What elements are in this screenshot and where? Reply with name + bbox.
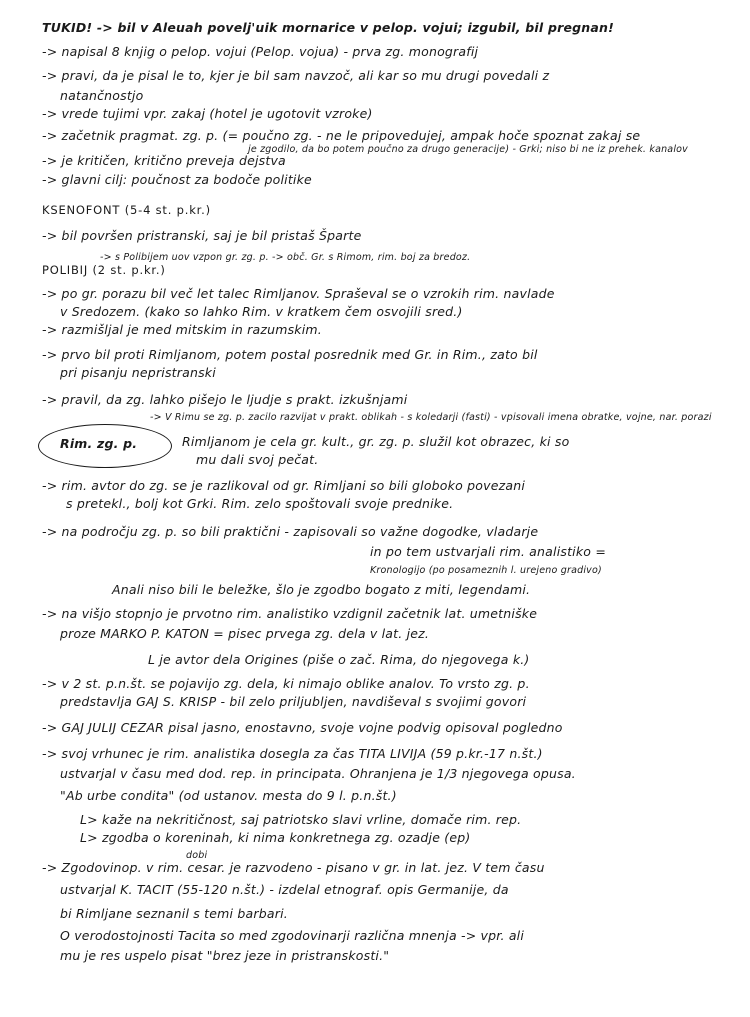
note-line: proze MARKO P. KATON = pisec prvega zg. dela v lat. jez. xyxy=(60,626,430,641)
note-line: v Sredozem. (kako so lahko Rim. v kratkem čem osvojili sred.) xyxy=(60,304,463,319)
note-line: -> razmišljal je med mitskim in razumskim. xyxy=(42,322,322,337)
note-line: bi Rimljane seznanil s temi barbari. xyxy=(60,906,288,921)
note-line: -> V Rimu se zg. p. zacilo razvijat v prakt. oblikah - s koledarji (fasti) - vpisovali imena obratke, vojne, nar. porazi xyxy=(150,412,712,423)
note-line: -> pravil, da zg. lahko pišejo le ljudje s prakt. izkušnjami xyxy=(42,392,408,407)
note-line: ustvarjal v času med dod. rep. in principata. Ohranjena je 1/3 njegovega opusa. xyxy=(60,766,576,781)
note-line: L> zgodba o koreninah, ki nima konkretnega zg. ozadje (ep) xyxy=(80,830,471,845)
note-line: -> s Polibijem uov vzpon gr. zg. p. -> obč. Gr. s Rimom, rim. boj za bredoz. xyxy=(100,252,471,263)
note-line: -> glavni cilj: poučnost za bodoče politike xyxy=(42,172,312,187)
note-line: Rimljanom je cela gr. kult., gr. zg. p. služil kot obrazec, ki so xyxy=(182,434,570,449)
circled-topic-label: Rim. zg. p. xyxy=(60,436,138,451)
note-line: -> v 2 st. p.n.št. se pojavijo zg. dela, ki nimajo oblike analov. To vrsto zg. p. xyxy=(42,676,530,691)
note-line: je zgodilo, da bo potem poučno za drugo generacije) - Grki; niso bi ne iz prehek. kanalov xyxy=(248,144,689,155)
note-line: "Ab urbe condita" (od ustanov. mesta do 9 l. p.n.št.) xyxy=(60,788,397,803)
note-line: -> na področju zg. p. so bili praktični - zapisovali so važne dogodke, vladarje xyxy=(42,524,539,539)
note-line: -> bil površen pristranski, saj je bil pristaš Šparte xyxy=(42,228,362,243)
note-line: -> začetnik pragmat. zg. p. (= poučno zg. - ne le pripovedujej, ampak hoče spoznat zakaj se xyxy=(42,128,641,143)
note-line: -> na višjo stopnjo je prvotno rim. analistiko vzdignil začetnik lat. umetniške xyxy=(42,606,538,621)
note-line: L> kaže na nekritičnost, saj patriotsko slavi vrline, domače rim. rep. xyxy=(80,812,522,827)
note-line: -> napisal 8 knjig o pelop. vojui (Pelop. vojua) - prva zg. monografij xyxy=(42,44,479,59)
note-line: in po tem ustvarjali rim. analistiko = xyxy=(370,544,606,559)
note-line: -> je kritičen, kritično preveja dejstva xyxy=(42,153,286,168)
note-line: Kronologijo (po posameznih l. urejeno gradivo) xyxy=(370,565,602,576)
note-line: mu je res uspelo pisat "brez jeze in pristranskosti." xyxy=(60,948,390,963)
note-line: -> Zgodovinop. v rim. cesar. je razvodeno - pisano v gr. in lat. jez. V tem času xyxy=(42,860,545,875)
note-line: pri pisanju nepristranski xyxy=(60,365,216,380)
note-line: Anali niso bili le beležke, šlo je zgodbo bogato z miti, legendami. xyxy=(112,582,531,597)
note-line: L je avtor dela Origines (piše o zač. Rima, do njegovega k.) xyxy=(148,652,530,667)
section-heading: KSENOFONT (5-4 st. p.kr.) xyxy=(42,203,211,217)
note-line: predstavlja GAJ S. KRISP - bil zelo priljubljen, navdiševal s svojimi govori xyxy=(60,694,527,709)
note-line: O verodostojnosti Tacita so med zgodovinarji različna mnenja -> vpr. ali xyxy=(60,928,525,943)
note-line: ustvarjal K. TACIT (55-120 n.št.) - izdelal etnograf. opis Germanije, da xyxy=(60,882,509,897)
note-line: -> rim. avtor do zg. se je razlikoval od gr. Rimljani so bili globoko povezani xyxy=(42,478,526,493)
note-line: dobi xyxy=(186,850,208,861)
note-line: -> prvo bil proti Rimljanom, potem postal posrednik med Gr. in Rim., zato bil xyxy=(42,347,538,362)
section-heading: POLIBIJ (2 st. p.kr.) xyxy=(42,263,166,277)
note-line: -> pravi, da je pisal le to, kjer je bil sam navzoč, ali kar so mu drugi povedali z xyxy=(42,68,550,83)
note-line: -> po gr. porazu bil več let talec Rimljanov. Spraševal se o vzrokih rim. navlade xyxy=(42,286,555,301)
note-line: s pretekl., bolj kot Grki. Rim. zelo spoštovali svoje prednike. xyxy=(66,496,454,511)
note-line: -> vrede tujimi vpr. zakaj (hotel je ugotovit vzroke) xyxy=(42,106,373,121)
note-line: -> svoj vrhunec je rim. analistika dosegla za čas TITA LIVIJA (59 p.kr.-17 n.št.) xyxy=(42,746,543,761)
note-line: mu dali svoj pečat. xyxy=(196,452,319,467)
note-line: -> GAJ JULIJ CEZAR pisal jasno, enostavno, svoje vojne podvig opisoval pogledno xyxy=(42,720,563,735)
note-line: natančnostjo xyxy=(60,88,144,103)
note-line: TUKID! -> bil v Aleuah povelj'uik mornarice v pelop. vojui; izgubil, bil pregnan! xyxy=(42,20,615,35)
